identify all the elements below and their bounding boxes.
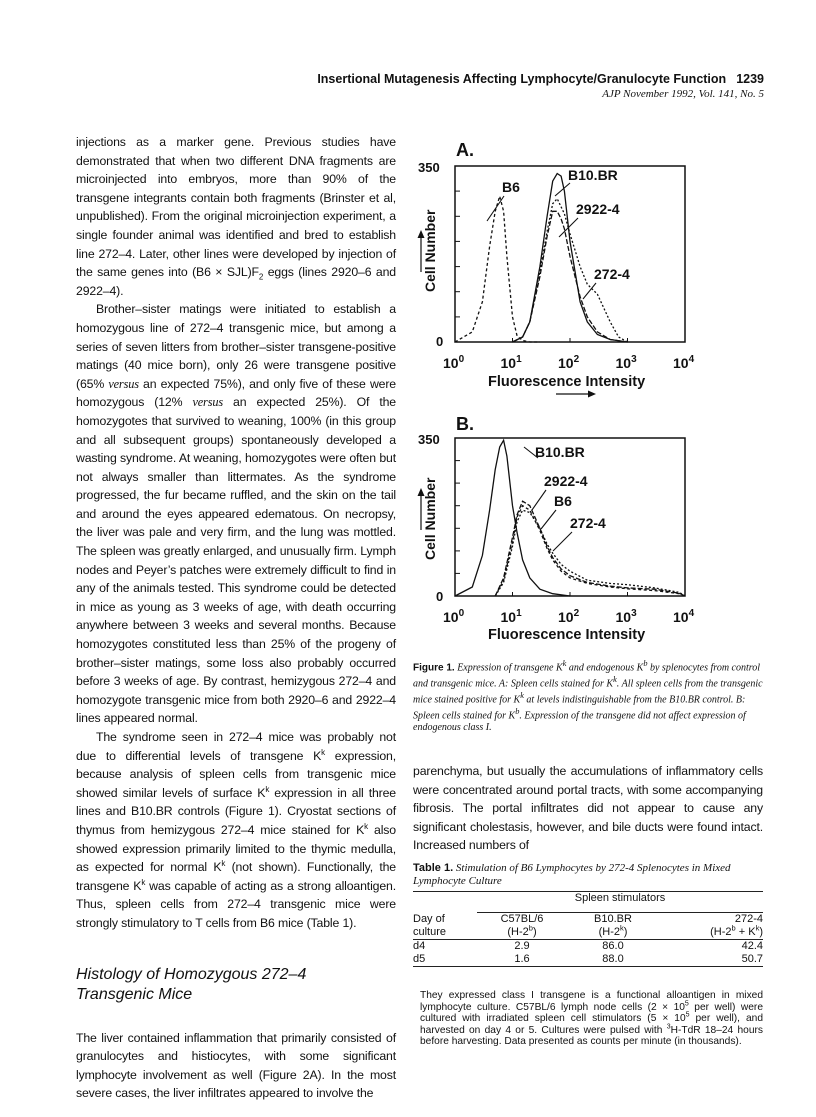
leader-line	[583, 283, 596, 299]
x-tick-label: $10^0$	[443, 608, 465, 625]
table-row: d5 1.6 88.0 50.7	[413, 953, 763, 965]
x-tick-label: $10^0$	[443, 354, 465, 371]
x-tick-label: $10^3$	[615, 354, 637, 371]
x-axis-label: Fluorescence Intensity	[488, 627, 646, 643]
x-tick-label: $10^4$	[673, 354, 695, 371]
left-column	[76, 133, 396, 1103]
col-header: C57BL/6	[500, 913, 544, 925]
leader-line	[487, 196, 504, 221]
x-tick-label: $10^4$	[673, 608, 695, 625]
page-number: 1239	[736, 72, 764, 86]
col-header-haplotype: (H-2$^b$)	[507, 923, 537, 938]
series-label-b10br: B10.BR	[535, 444, 585, 460]
x-tick-label: $10^2$	[558, 608, 580, 625]
series-label-b6: B6	[554, 493, 572, 509]
y-tick-zero: 0	[436, 334, 444, 349]
series-label-272-4: 272-4	[594, 266, 630, 282]
series-b10-br-curve	[455, 440, 570, 596]
leader-line	[532, 490, 546, 510]
col-header-haplotype: $(H-2^b + K^k)$	[710, 923, 763, 938]
col-header: Day of	[413, 913, 445, 925]
x-tick-label: $10^3$	[615, 608, 637, 625]
y-tick-top: 350	[418, 432, 440, 447]
paragraph: The syndrome seen in 272–4 mice was probably not due to differential levels of transgene $K^k$ expression, because analysis of spleen cells from transgenic mice showed similar levels of surface $K^k$ expression in all three lines and B10.BR controls (Figure 1). Cryostat sections of thymus from hemizygous 272–4 mice stained for $K^k$ also showed expression primarily limited to the thymic medulla, as expected for normal $K^k$ (not shown). Functionally, the transgene $K^k$ was capable of acting as a strong alloantigen. Thus, spleen cells from 272–4 transgenic mice were strongly stimulatory to T cells from B6 mice (Table 1).	[76, 730, 397, 930]
x-tick-label: $10^1$	[500, 608, 522, 625]
journal-citation: AJP November 1992, Vol. 141, No. 5	[602, 88, 764, 100]
panel-a-plot	[455, 174, 628, 343]
table-caption: Table 1. Stimulation of B6 Lymphocytes by 272-4 Splenocytes in Mixed Lymphocyte Culture	[413, 862, 731, 887]
panel-b-label: B.	[456, 414, 474, 434]
series-label-2922-4: 2922-4	[544, 473, 588, 489]
y-tick-top: 350	[418, 160, 440, 175]
series-label-b6: B6	[502, 179, 520, 195]
y-axis-label: Cell Number	[422, 477, 438, 560]
table-1	[413, 891, 763, 967]
series-label-2922-4: 2922-4	[576, 201, 620, 217]
col-header-haplotype: (H-2$^k$)	[598, 923, 628, 938]
panel-b-legend	[524, 444, 606, 551]
y-axis-label: Cell Number	[422, 209, 438, 292]
paragraph: parenchyma, but usually the accumulations of inflammatory cells were concentrated around portal tracts, with some accompanying fibrosis. The portal infiltrates did not appear to cause any significant cholestasis, however, and bile ducts were found intact. Increased numbers of	[413, 764, 763, 853]
running-title	[270, 72, 764, 86]
figure-1-histograms	[408, 132, 708, 652]
leader-line	[553, 532, 572, 551]
x-tick-label: $10^1$	[500, 354, 522, 371]
col-header: B10.BR	[594, 913, 632, 925]
panel-b-xtick-labels	[443, 592, 695, 625]
right-column	[413, 762, 763, 855]
col-header: 272-4	[734, 913, 763, 925]
series-label-272-4: 272-4	[570, 515, 606, 531]
table-group-header: Spleen stimulators	[477, 892, 763, 913]
paragraph: injections as a marker gene. Previous studies have demonstrated that when two different DNA fragments are microinjected into embryos, more than 90% of the transgene integrants contain both fragments (Brinster et al, unpublished). From the original microinjection experiment, a single founder animal was identified and bred to establish line 272–4. Later, other lines were developed by injection of the same genes into $(B6 \times SJL)F_2$ eggs (lines 2920–6 and 2922–4).	[76, 135, 396, 298]
table-footnote: They expressed class I transgene is a functional alloantigen in mixed lymphocyte culture. C57BL/6 lymph node cells ($2 \times 10^5$ per well) were cultured with irradiated spleen cell stimulators ($5 \times 10^5$ per well), and harvested on day 4 or 5. Cultures were pulsed with $^3$H-TdR 18–24 hours before harvesting. Data presented as counts per minute (in thousands).	[420, 990, 763, 1048]
section-heading: Histology of Homozygous 272–4 Transgenic Mice	[76, 965, 307, 1003]
figure-caption: Figure 1. Expression of transgene $K^k$ and endogenous $K^b$ by splenocytes from control and transgenic mice. A: Spleen cells stained for $K^k$. All spleen cells from the transgenic mice stained positive for $K^k$ at levels indistinguishable from the B10.BR control. B: Spleen cells stained for $K^b$. Expression of the transgene did not affect expression of endogenous class I.	[413, 659, 763, 733]
col-header: culture	[413, 926, 447, 938]
series-label-b10br: B10.BR	[568, 167, 618, 183]
table-row: d4 2.9 86.0 42.4	[413, 940, 763, 952]
paragraph: The liver contained inflammation that primarily consisted of granulocytes and histiocytes, with some significant lymphocyte involvement as well (Figure 2A). In the most severe cases, the liver infiltrates appeared to involve the	[76, 1030, 396, 1101]
series-b6-curve	[455, 196, 540, 342]
x-axis-label: Fluorescence Intensity	[488, 374, 646, 390]
panel-a-xtick-labels	[443, 338, 695, 371]
paragraph: Brother–sister matings were initiated to establish a homozygous line of 272–4 transgenic mice, but among a series of seven litters from brother–sister transgene-positive matings (40 mice born), only 26 were transgene positive (65% versus an expected 75%), and only five of these were homozygous (12% versus an expected 25%). Of the homozygotes that survived to weaning, 100% (in this group and all subsequent groups) spontaneously developed a wasting syndrome. At weaning, homozygotes were often but not always smaller than littermates. As the syndrome progressed, the fur became ruffled, and the skin on the tail and around the eyes appeared edematous. On necropsy, the liver was pale and very firm, and the lung was mottled. The spleen was greatly enlarged, and unusually firm. Lymph nodes and Peyer’s patches were extremely difficult to find in any of the animals tested. This syndrome could be detected in mice as young as 3 weeks of age, with death occurring anywhere between 3 weeks and several months. Because homozygotes constituted less than 25% of the progeny of brother–sister matings, some loss also probably occurred before 3 weeks of age. By contrast, hemizygous 272–4 and homozygote transgenic mice from both 2920–6 and 2922–4 lines appeared normal.	[76, 302, 396, 726]
x-tick-label: $10^2$	[558, 354, 580, 371]
y-tick-zero: 0	[436, 589, 444, 604]
leader-line	[541, 510, 556, 529]
article-title: Insertional Mutagenesis Affecting Lymphocyte/Granulocyte Function	[317, 72, 727, 86]
x-axis-arrow	[556, 391, 596, 398]
panel-a-label: A.	[456, 140, 474, 160]
data-table	[413, 891, 763, 967]
